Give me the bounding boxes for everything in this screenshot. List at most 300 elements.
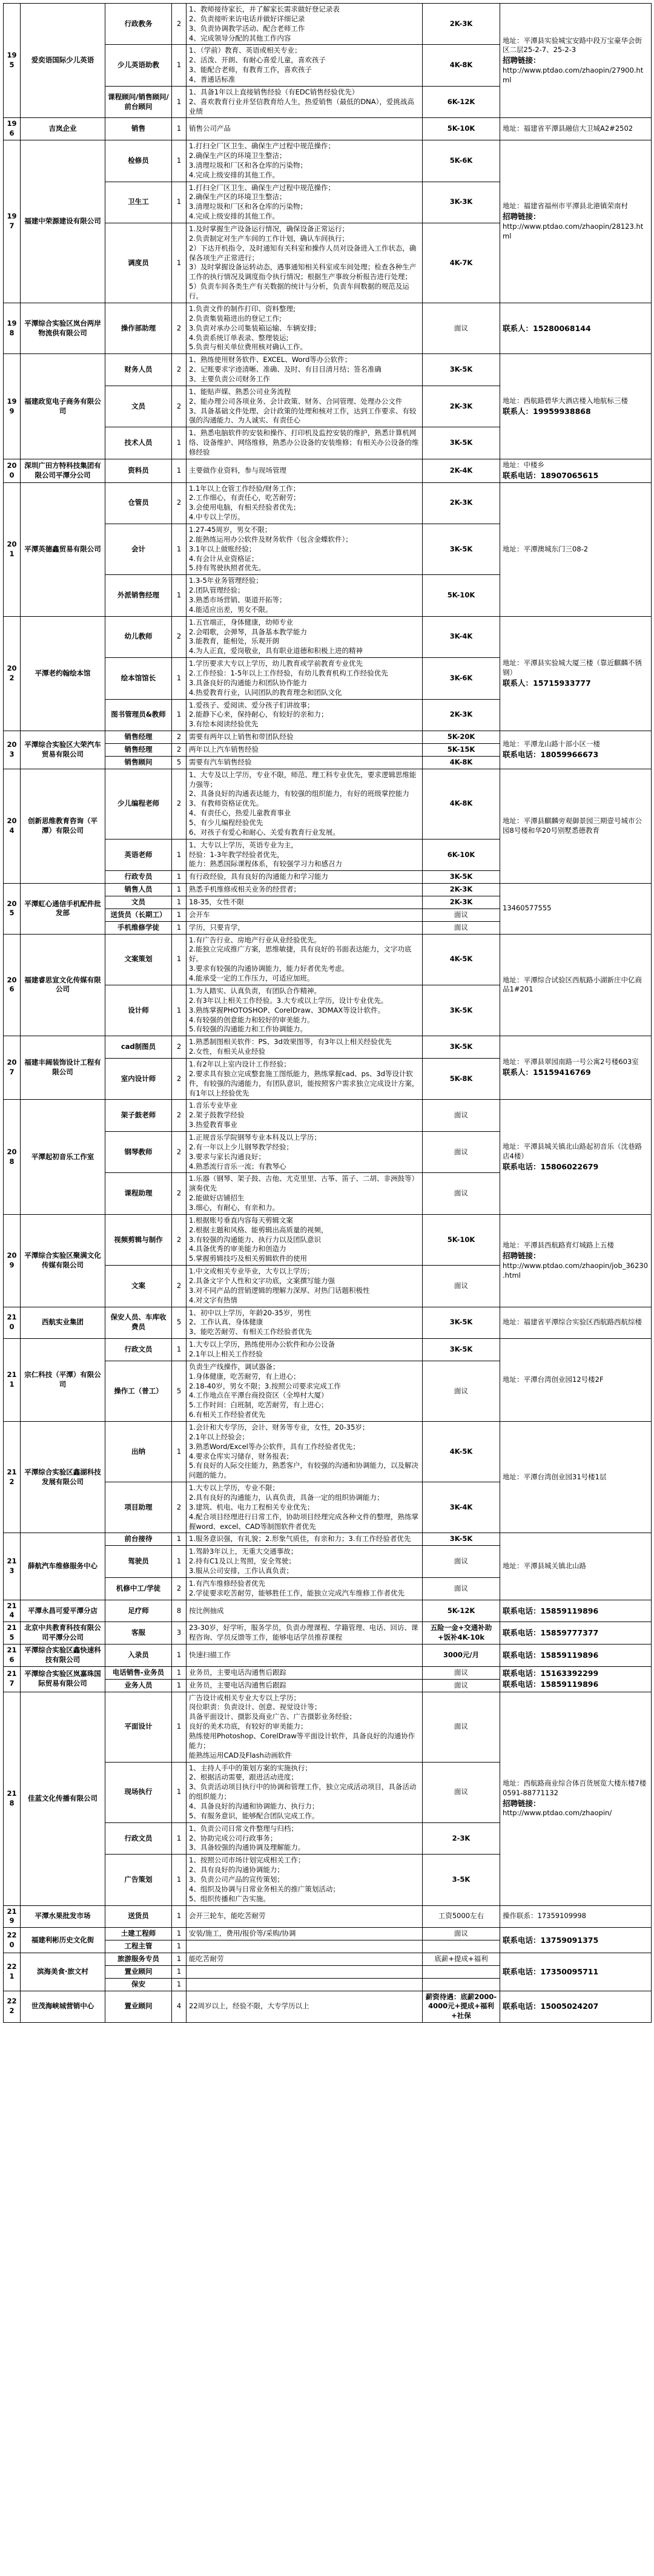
job-title: 销售经理	[105, 744, 172, 757]
headcount: 2	[172, 386, 187, 427]
salary	[423, 1978, 500, 1991]
row-number: 213	[4, 1533, 21, 1600]
job-requirements: 1.服务意识强，有礼貌；2.形象气质佳，有亲和力；3.有工作经验者优先	[187, 1533, 423, 1546]
job-title: 保安	[105, 1978, 172, 1991]
headcount: 2	[172, 1214, 187, 1265]
row-number: 203	[4, 731, 21, 769]
headcount: 1	[172, 884, 187, 896]
job-title: 驾驶员	[105, 1546, 172, 1578]
job-requirements: 1.爱孩子、爱阅读、爱分孩子们讲故事； 2.能静下心来，保持耐心，有较好的亲和力； 3.有绘本阅读经验优先	[187, 699, 423, 731]
contact-info: 地址：福建省福州市平潭县北港镇荣南村 招聘链接： http://www.ptdao.com/zhaopin/28123.html	[500, 140, 652, 303]
salary: 4K-8K	[423, 769, 500, 839]
company-name: 深圳广田方特科技集团有限公司平潭分公司	[21, 459, 105, 482]
table-row	[4, 884, 652, 896]
row-number: 196	[4, 118, 21, 140]
table-row	[4, 1991, 652, 2023]
company-name: 平潭水果批发市场	[21, 1905, 105, 1928]
salary: 3K-5K	[423, 1307, 500, 1339]
job-title: 文案	[105, 1266, 172, 1307]
job-requirements: 1.及时掌握生产设备运行情况，确保设备正常运行； 2.负责制定对生产车间的工作计划，确认车间执行； 2）下达开机指令，及时通知有关科室和操作人员对设备进入工作状态，确保各项生产正常进行； 3）及时掌握设备运转动态，遇事通知相关科室或车间处理；检查各种生产工作的执行情况及调度指令执行情况；根据生产事故分析报告进行处理； 5）负责车间各类生产有关数据的统计与分析，负责车间数据的规范及运行。	[187, 223, 423, 303]
job-listing-table	[3, 3, 652, 2023]
headcount: 1	[172, 658, 187, 699]
job-requirements: 1.学历要求大专以上学历，幼儿教育或学前教育专业优先 2.工作经验：1-5年以上工作经验，有幼儿教育机构工作经验优先 3.具备良好的沟通能力和团队协作能力 4.热爱教育行业，认同团队的教育理念和团队文化	[187, 658, 423, 699]
salary: 3K-5K	[423, 1036, 500, 1059]
job-title: 入录员	[105, 1644, 172, 1667]
headcount: 1	[172, 86, 187, 118]
contact-info: 地址：福建省平潭县融信大卫城A2#2502	[500, 118, 652, 140]
job-title: cad制图员	[105, 1036, 172, 1059]
headcount: 1	[172, 921, 187, 934]
company-name: 平潭老约翰绘本馆	[21, 616, 105, 731]
row-number: 205	[4, 884, 21, 934]
headcount: 2	[172, 1482, 187, 1533]
headcount: 1	[172, 1692, 187, 1762]
job-title: 行政文员	[105, 1822, 172, 1855]
company-name: 宗仁科技（平潭）有限公司	[21, 1339, 105, 1422]
salary: 面议	[423, 1131, 500, 1172]
job-title: 少儿编程老师	[105, 769, 172, 839]
salary: 5K-10K	[423, 575, 500, 616]
job-title: 绘本馆馆长	[105, 658, 172, 699]
salary: 2K-3K	[423, 4, 500, 45]
job-requirements: 1、主持人手中的策划方案的实施执行； 2、根据活动需要，跟进活动进度； 3、负责活动项目执行中的协调和管理工作，独立完成活动项目，具备活动的组织能力； 4、具备良好的沟通和协调能力、执行力； 5、有服务意识，能够配合团队完成工作。	[187, 1762, 423, 1822]
contact-info: 地址：平潭县麒麟旁观御景园三期壹号城市公园8号楼和华20号别墅悉德教育	[500, 769, 652, 883]
headcount: 1	[172, 459, 187, 482]
salary: 面议	[423, 1679, 500, 1692]
job-title: 图书管理员&教师	[105, 699, 172, 731]
job-title: 课程顾问/销售顾问/前台顾问	[105, 86, 172, 118]
contact-info: 操作联系：17359109998	[500, 1905, 652, 1928]
job-title: 前台接待	[105, 1533, 172, 1546]
salary: 面议	[423, 1266, 500, 1307]
headcount: 1	[172, 1978, 187, 1991]
job-requirements: 18-35，女性不限	[187, 896, 423, 909]
company-name: 福建睿思宣文化传媒有限公司	[21, 934, 105, 1036]
company-name: 平潭综合实验区岚台两岸物流供有限公司	[21, 303, 105, 353]
salary: 6K-10K	[423, 839, 500, 871]
salary: 工资5000左右	[423, 1905, 500, 1928]
contact-info: 地址：平潭县西航路育灯城路上五楼 招聘链接： http://www.ptdao.com/zhaopin/job_36230.html	[500, 1214, 652, 1307]
table-row	[4, 1339, 652, 1361]
salary: 3000元/月	[423, 1644, 500, 1667]
job-requirements: 负责生产线操作，调试器备； 1.身体健康，吃苦耐劳，有上进心； 2.18-40岁，男女不限；3.按照公司要求完成工作 4.工作地点在平潭台商投资区（全埠村大厦） 5.工作时间：白班制，吃苦耐劳，有上进心； 6.有相关工作经验者优先	[187, 1361, 423, 1421]
job-title: 调度员	[105, 223, 172, 303]
row-number: 201	[4, 482, 21, 616]
job-title: 旅游服务专员	[105, 1953, 172, 1965]
headcount: 1	[172, 699, 187, 731]
company-name: 平潭虹心通信手机配件批发部	[21, 884, 105, 934]
row-number: 195	[4, 4, 21, 118]
table-row	[4, 1905, 652, 1928]
contact-info: 联系电话：15163392299 联系电话：15859119896	[500, 1666, 652, 1692]
job-title: 业务人员	[105, 1679, 172, 1692]
table-row	[4, 459, 652, 482]
headcount: 5	[172, 756, 187, 769]
job-requirements: 1、大专及以上学历，专业不限，师范、理工科专业优先，要求逻辑思维能力强等； 2、具备良好的沟通表达能力，有较强的组织能力，有好的班级掌控能力 3、有教师资格证优先。 4、有责任心，热爱儿童教育事业 5、有少儿编程经验优先 6、对孩子有爱心和耐心、关爱有教育行业发展。	[187, 769, 423, 839]
job-requirements: 安装/施工，费用/报价等/采购/协调	[187, 1928, 423, 1940]
table-row	[4, 1533, 652, 1546]
contact-info: 地址：平潭县翠园南路一号公寓2号楼603室 联系人：15159416769	[500, 1036, 652, 1100]
company-name: 平潭综合实验区大荣汽车贸易有限公司	[21, 731, 105, 769]
salary: 3K-5K	[423, 524, 500, 574]
contact-info: 地址：福建省平潭综合实验区西航路西航综楼	[500, 1307, 652, 1339]
salary: 3-5K	[423, 1855, 500, 1905]
row-number: 210	[4, 1307, 21, 1339]
headcount: 1	[172, 118, 187, 140]
salary: 5K-20K	[423, 731, 500, 744]
job-title: 仓管员	[105, 482, 172, 524]
salary: 3K-5K	[423, 427, 500, 459]
headcount: 2	[172, 1266, 187, 1307]
headcount: 1	[172, 1679, 187, 1692]
company-name: 西航实业集团	[21, 1307, 105, 1339]
row-number: 216	[4, 1644, 21, 1667]
job-requirements: 1.驾龄3年以上，无重大交通事故； 2.持有C1及以上驾照，安全驾驶； 3.服从公司安排，工作认真负责；	[187, 1546, 423, 1578]
job-title: 平面设计	[105, 1692, 172, 1762]
job-title: 销售经理	[105, 731, 172, 744]
contact-info: 地址：平潭综合试验区西航路小湖新庄中亿商品1#201	[500, 934, 652, 1036]
salary: 5K-10K	[423, 118, 500, 140]
row-number: 215	[4, 1622, 21, 1644]
job-requirements: 1、初中以上学历，年龄20-35岁，男性 2、工作认真、身体健康 3、能吃苦耐劳、有相关工作经验者优先	[187, 1307, 423, 1339]
job-title: 少儿英语助教	[105, 45, 172, 86]
table-row	[4, 1644, 652, 1667]
row-number: 219	[4, 1905, 21, 1928]
job-title: 销售	[105, 118, 172, 140]
company-name: 平潭起初音乐工作室	[21, 1100, 105, 1214]
job-requirements: 23-30岁，好学听，服务学员，负责办理课程、学籍管理、电话、回访、课程咨询、学员反馈等工作，能够电话学员推荐课程	[187, 1622, 423, 1644]
job-requirements: 1.根据账号垂直内容每天剪辑文案 2.根据主题和风格、能剪辑出高质量的视频， 3.有较强的沟通能力、执行力以及团队意识 4.具备优秀的审美能力和创造力 5.掌握剪辑技巧及相关剪辑软件的使用	[187, 1214, 423, 1265]
job-title: 保安人员、车库收费员	[105, 1307, 172, 1339]
job-requirements: 1.3-5年业务管理经验； 2.团队管理经验； 3.熟悉市场营销、渠道开拓等； 4.能适应出差，男女不限。	[187, 575, 423, 616]
job-requirements: 按比例抽成	[187, 1600, 423, 1622]
headcount: 2	[172, 482, 187, 524]
salary: 3K-5K	[423, 1339, 500, 1361]
job-requirements: 业务员，主要电话沟通售后跟踪	[187, 1666, 423, 1679]
headcount: 1	[172, 1953, 187, 1965]
salary: 4K-5K	[423, 934, 500, 985]
headcount: 1	[172, 223, 187, 303]
headcount: 1	[172, 896, 187, 909]
salary: 4K-7K	[423, 223, 500, 303]
headcount: 1	[172, 985, 187, 1036]
table-row	[4, 1928, 652, 1940]
job-title: 钢琴教师	[105, 1131, 172, 1172]
headcount: 5	[172, 1307, 187, 1339]
company-name: 创新思维教育咨询（平潭）有限公司	[21, 769, 105, 883]
company-name: 北京中共教育科技有限公司平潭分公司	[21, 1622, 105, 1644]
table-row	[4, 731, 652, 744]
salary: 4K-8K	[423, 45, 500, 86]
salary: 2K-3K	[423, 699, 500, 731]
headcount: 1	[172, 1905, 187, 1928]
company-name: 爱奕语国际少儿英语	[21, 4, 105, 118]
job-title: 外派销售经理	[105, 575, 172, 616]
job-requirements: 1.大专以上学历，熟练使用办公软件和办公设备 2.1年以上相关工作经验	[187, 1339, 423, 1361]
company-name: 佳蓝文化传播有限公司	[21, 1692, 105, 1905]
job-requirements: 快速扫描工作	[187, 1644, 423, 1667]
salary: 面议	[423, 1361, 500, 1421]
headcount: 2	[172, 354, 187, 386]
salary: 底薪+提成+福利	[423, 1953, 500, 1965]
salary: 薪资待遇：底薪2000-4000元+提成+福利+社保	[423, 1991, 500, 2023]
headcount: 1	[172, 45, 187, 86]
job-requirements: 1、按照公司市场计划完成相关工作； 2、具有良好的沟通协调能力； 3、负责公司产品的宣传策划； 4、组织及协调与日常业务相关的推广策划活动； 5、组织传播和广告实施。	[187, 1855, 423, 1905]
contact-info: 地址：平潭台湾创业园12号楼2F	[500, 1339, 652, 1422]
job-requirements: 能吃苦耐劳	[187, 1953, 423, 1965]
row-number: 204	[4, 769, 21, 883]
salary	[423, 1940, 500, 1953]
headcount: 2	[172, 303, 187, 353]
headcount: 1	[172, 1644, 187, 1667]
row-number: 218	[4, 1692, 21, 1905]
job-requirements: 1.打扫全厂区卫生、确保生产过程中规范操作； 2.确保生产区的环境卫生整洁； 3.清理垃圾和厂区和各仓库的污染物； 4.完成上级安排的其他工作。	[187, 140, 423, 182]
salary: 6K-12K	[423, 86, 500, 118]
job-requirements: 会开三轮车，能吃苦耐劳	[187, 1905, 423, 1928]
table-row	[4, 934, 652, 985]
row-number: 199	[4, 354, 21, 459]
salary: 面议	[423, 1692, 500, 1762]
salary: 面议	[423, 1546, 500, 1578]
job-title: 足疗师	[105, 1600, 172, 1622]
company-name: 平潭永昌可爱平潭分店	[21, 1600, 105, 1622]
job-title: 送货员	[105, 1905, 172, 1928]
table-row	[4, 118, 652, 140]
contact-info: 地址：西航路碧华大酒店楼入地航标三楼 联系人：19959938868	[500, 354, 652, 459]
contact-info: 地址：平潭县城关镇北山路起初音乐（沈巷路店4楼） 联系电话：15806022679	[500, 1100, 652, 1214]
headcount: 1	[172, 908, 187, 921]
job-title: 资料员	[105, 459, 172, 482]
row-number: 208	[4, 1100, 21, 1214]
job-requirements: 1、具备1年以上直接销售经验（有EDC销售经验优先） 2、喜欢教育行业并坚信教育给人生，热爱销售（最低的DNA），爱挑战高业绩	[187, 86, 423, 118]
job-title: 幼儿教师	[105, 616, 172, 657]
salary: 面议	[423, 303, 500, 353]
headcount: 2	[172, 1173, 187, 1214]
job-title: 设计师	[105, 985, 172, 1036]
job-requirements: 1、大专以上学历，英语专业为主， 经验：1-3年教学经验者优先， 能力：熟悉国际课程体系，有较强学习力和感召力	[187, 839, 423, 871]
headcount: 4	[172, 1991, 187, 2023]
headcount: 1	[172, 934, 187, 985]
contact-info: 地址：平潭龙山路十部小区一楼 联系电话：18059966673	[500, 731, 652, 769]
headcount: 8	[172, 1600, 187, 1622]
salary: 面议	[423, 921, 500, 934]
job-requirements: 1、能贴声媒、熟悉公司业务流程 2、能办理公司各项业务、会计政策、财务、合同管理、处理办公文件 3、具备基础文件处理、会计政策的处理和核对工作，达到工作要求、有较强的沟通能力、为人诚实、有责任心	[187, 386, 423, 427]
row-number: 207	[4, 1036, 21, 1100]
job-title: 文员	[105, 386, 172, 427]
job-title: 财务人员	[105, 354, 172, 386]
salary: 5K-10K	[423, 1214, 500, 1265]
headcount: 3	[172, 1622, 187, 1644]
contact-info: 联系电话：15859119896	[500, 1600, 652, 1622]
salary: 2K-3K	[423, 386, 500, 427]
salary: 面议	[423, 1100, 500, 1132]
salary: 面议	[423, 1666, 500, 1679]
job-requirements: 有行政经验，具有良好的沟通能力和学习能力	[187, 871, 423, 884]
salary: 2K-4K	[423, 459, 500, 482]
headcount: 2	[172, 1577, 187, 1600]
job-requirements: 广告设计或相关专业大专以上学历； 岗位职责：负责设计、创意、视觉设计等； 具备平面设计、摄影及商业广告、广告摄影业务经验； 良好的美术功底，有较好的审美能力； 熟练使用Photoshop、CorelDraw等平面设计软件，具备良好的沟通协作能力； 能熟练运用CAD及Flash动画软件	[187, 1692, 423, 1762]
job-requirements: 1.负责文件的制作打印、资料整理; 2.负责集装箱进出的登记工作; 3.负责对承办公司集装箱运输、车辆安排; 4.负责系统订单表录、整理装运; 5.负责与相关单位费用核对确认工作。	[187, 303, 423, 353]
headcount: 2	[172, 1100, 187, 1132]
job-title: 视频剪辑与制作	[105, 1214, 172, 1265]
table-row	[4, 1600, 652, 1622]
job-title: 课程助理	[105, 1173, 172, 1214]
job-requirements: 1.五官端正，身体健康，幼师专业 2.会唱歌，会弹琴，具备基本教学能力 3.能教育，能相处，乐观开朗 4.为人正直，爱岗敬业，具有职业道德和积极上进的精神	[187, 616, 423, 657]
headcount: 1	[172, 1339, 187, 1361]
job-requirements	[187, 1965, 423, 1978]
job-title: 置业顾问	[105, 1991, 172, 2023]
job-requirements: 学历，只要肯学，	[187, 921, 423, 934]
row-number: 206	[4, 934, 21, 1036]
headcount: 1	[172, 1546, 187, 1578]
headcount: 1	[172, 182, 187, 223]
headcount: 1	[172, 575, 187, 616]
headcount: 2	[172, 1036, 187, 1059]
contact-info: 13460577555	[500, 884, 652, 934]
salary: 3K-6K	[423, 658, 500, 699]
job-title: 英语老师	[105, 839, 172, 871]
table-row	[4, 140, 652, 182]
company-name: 滨海美食·旅文村	[21, 1953, 105, 1991]
headcount: 1	[172, 839, 187, 871]
headcount: 1	[172, 1762, 187, 1822]
contact-info: 地址：平潭台湾创业园31号楼1层	[500, 1422, 652, 1533]
contact-info: 地址：中楼乡 联系电话：18907065615	[500, 459, 652, 482]
row-number: 217	[4, 1666, 21, 1692]
job-requirements: 1.正规音乐学院钢琴专业本科及以上学历； 2.有一年以上少儿钢琴教学经验； 3.要求与家长沟通良好； 4.熟悉流行音乐一流；有教琴心	[187, 1131, 423, 1172]
job-requirements	[187, 1978, 423, 1991]
headcount: 1	[172, 871, 187, 884]
salary: 2-3K	[423, 1822, 500, 1855]
job-requirements: 1.1年以上仓管工作经验/财务工作； 2.工作细心，有责任心，吃苦耐劳； 3.会使用电脑，有相关经验者优先； 4.中专以上学历。	[187, 482, 423, 524]
salary	[423, 1965, 500, 1978]
headcount: 1	[172, 1940, 187, 1953]
job-title: 置业顾问	[105, 1965, 172, 1978]
job-title: 送货员（长期工）	[105, 908, 172, 921]
table-row	[4, 616, 652, 657]
job-requirements	[187, 1940, 423, 1953]
salary: 3K-5K	[423, 871, 500, 884]
headcount: 2	[172, 1131, 187, 1172]
job-requirements: 熟悉手机维修或相关业务的经营者；	[187, 884, 423, 896]
table-row	[4, 1622, 652, 1644]
salary: 4K-8K	[423, 756, 500, 769]
headcount: 1	[172, 1822, 187, 1855]
row-number: 209	[4, 1214, 21, 1307]
salary: 4K-5K	[423, 1422, 500, 1482]
job-title: 检修员	[105, 140, 172, 182]
salary: 5K-15K	[423, 744, 500, 757]
job-title: 行政教务	[105, 4, 172, 45]
contact-info: 联系电话：15859777377	[500, 1622, 652, 1644]
table-row	[4, 1666, 652, 1679]
headcount: 1	[172, 427, 187, 459]
job-requirements: 1.打扫全厂区卫生、确保生产过程中规范操作； 2.确保生产区的环境卫生整洁； 3.清理垃圾和厂区和各仓库的污染物； 4.完成上级安排的其他工作。	[187, 182, 423, 223]
row-number: 200	[4, 459, 21, 482]
job-title: 技术人员	[105, 427, 172, 459]
job-requirements: 1.有汽车维修经验者优先 2.学徒要求吃苦耐劳，能够胜任工作，能独立完成汽车维修工作者优先	[187, 1577, 423, 1600]
salary: 5K-12K	[423, 1600, 500, 1622]
company-name: 薛航汽车维修服务中心	[21, 1533, 105, 1600]
headcount: 1	[172, 1965, 187, 1978]
job-requirements: 主要做作业资料，参与现场管理	[187, 459, 423, 482]
job-requirements: 两年以上汽车销售经验	[187, 744, 423, 757]
headcount: 1	[172, 140, 187, 182]
headcount: 2	[172, 1058, 187, 1099]
job-title: 项目助理	[105, 1482, 172, 1533]
job-title: 出纳	[105, 1422, 172, 1482]
row-number: 197	[4, 140, 21, 303]
job-requirements: 1、（学前）教育、英语或相关专业； 2、活泼、开朗、有耐心喜爱儿童，喜欢孩子 3、能配合老师，有教育工作，喜欢孩子 4、普通话标准	[187, 45, 423, 86]
job-requirements: 1.会计和大专学历，会计、财务等专业，女性，20-35岁； 2.1年以上经验会； 3.熟悉Word/Excel等办公软件，具有工作经验者优先； 4.要求仓库实习储存，财务报表； 5.有良好的人际交往能力，熟悉客户，有较强的沟通和协调能力，以及解决问题的能力。	[187, 1422, 423, 1482]
job-title: 手机维修学徒	[105, 921, 172, 934]
headcount: 2	[172, 616, 187, 657]
company-name: 平潭综合实验区鑫快速科技有限公司	[21, 1644, 105, 1667]
row-number: 198	[4, 303, 21, 353]
row-number: 222	[4, 1991, 21, 2023]
salary: 面议	[423, 1173, 500, 1214]
job-title: 行政专员	[105, 871, 172, 884]
job-title: 机修中工/学徒	[105, 1577, 172, 1600]
job-title: 销售人员	[105, 884, 172, 896]
salary: 3K-5K	[423, 354, 500, 386]
job-title: 客服	[105, 1622, 172, 1644]
company-name: 福建政览电子商务有限公司	[21, 354, 105, 459]
job-requirements: 1.乐器（钢琴、架子鼓、吉他、尤克里里、古筝、笛子、二胡、非洲鼓等）演奏优先 2.能做好店铺招生 3.细心，有耐心，有亲和力。	[187, 1173, 423, 1214]
company-name: 平潭综合实验区聚满文化传媒有限公司	[21, 1214, 105, 1307]
job-title: 文案策划	[105, 934, 172, 985]
table-row	[4, 1953, 652, 1965]
headcount: 5	[172, 1361, 187, 1421]
company-name: 平潭英德鑫贸易有限公司	[21, 482, 105, 616]
company-name: 福建中荣源建设有限公司	[21, 140, 105, 303]
table-row	[4, 1100, 652, 1132]
job-title: 操作部助理	[105, 303, 172, 353]
job-title: 文员	[105, 896, 172, 909]
contact-info: 联系电话：15859119896	[500, 1644, 652, 1667]
salary: 2K-3K	[423, 884, 500, 896]
headcount: 2	[172, 731, 187, 744]
row-number: 212	[4, 1422, 21, 1533]
job-title: 卫生工	[105, 182, 172, 223]
contact-info: 联系电话：17350095711	[500, 1953, 652, 1991]
row-number: 202	[4, 616, 21, 731]
salary: 3K-5K	[423, 985, 500, 1036]
job-requirements: 1.为人踏实、认真负责，有团队合作精神。 2.有3年以上相关工作经验。3.大专或以上学历，设计专业优先。 3.熟练掌握PHOTOSHOP、CorelDraw、3DMAX等设计软件。 4.有较强的创意能力和较好的审美能力。 5.有较强的沟通能力和工作协调能力。	[187, 985, 423, 1036]
job-requirements: 1.熟悉制图相关软件：PS、3d效果图等，有3年以上相关经验优先 2.女性，有相关从业经验	[187, 1036, 423, 1059]
salary: 3K-5K	[423, 1533, 500, 1546]
contact-info: 地址：平潭县实验城宝安路中段万宝豪华会街区二层25-2-7、25-2-3 招聘链接： http://www.ptdao.com/zhaopin/27900.html	[500, 4, 652, 118]
job-title: 现场执行	[105, 1762, 172, 1822]
table-row	[4, 1422, 652, 1482]
salary: 3K-4K	[423, 1482, 500, 1533]
contact-info: 联系电话：15005024207	[500, 1991, 652, 2023]
table-row	[4, 1214, 652, 1265]
headcount: 2	[172, 4, 187, 45]
job-requirements: 1.有广告行业、房地产行业从业经验优先。 2.能独立完成推广方案，思维敏捷，具有良好的书面表达能力，文字功底好。 3.要求有较强的沟通协调能力，能力好者优先考虑。 4.能承受一定的工作压力，可适应加班。	[187, 934, 423, 985]
headcount: 1	[172, 1422, 187, 1482]
row-number: 214	[4, 1600, 21, 1622]
job-requirements: 需要有汽车销售经验	[187, 756, 423, 769]
contact-info: 地址：平潭县城关镇北山路	[500, 1533, 652, 1600]
salary: 5K-6K	[423, 140, 500, 182]
contact-info: 联系电话：13759091375	[500, 1928, 652, 1953]
headcount: 2	[172, 744, 187, 757]
salary: 五险一金+交通补助+饭补4K-10k	[423, 1622, 500, 1644]
job-requirements: 22周岁以上，经验不限，大专学历以上	[187, 1991, 423, 2023]
salary: 3K-4K	[423, 616, 500, 657]
job-requirements: 1.音乐专业毕业 2.架子鼓教学经验 3.热爱教育事业	[187, 1100, 423, 1132]
